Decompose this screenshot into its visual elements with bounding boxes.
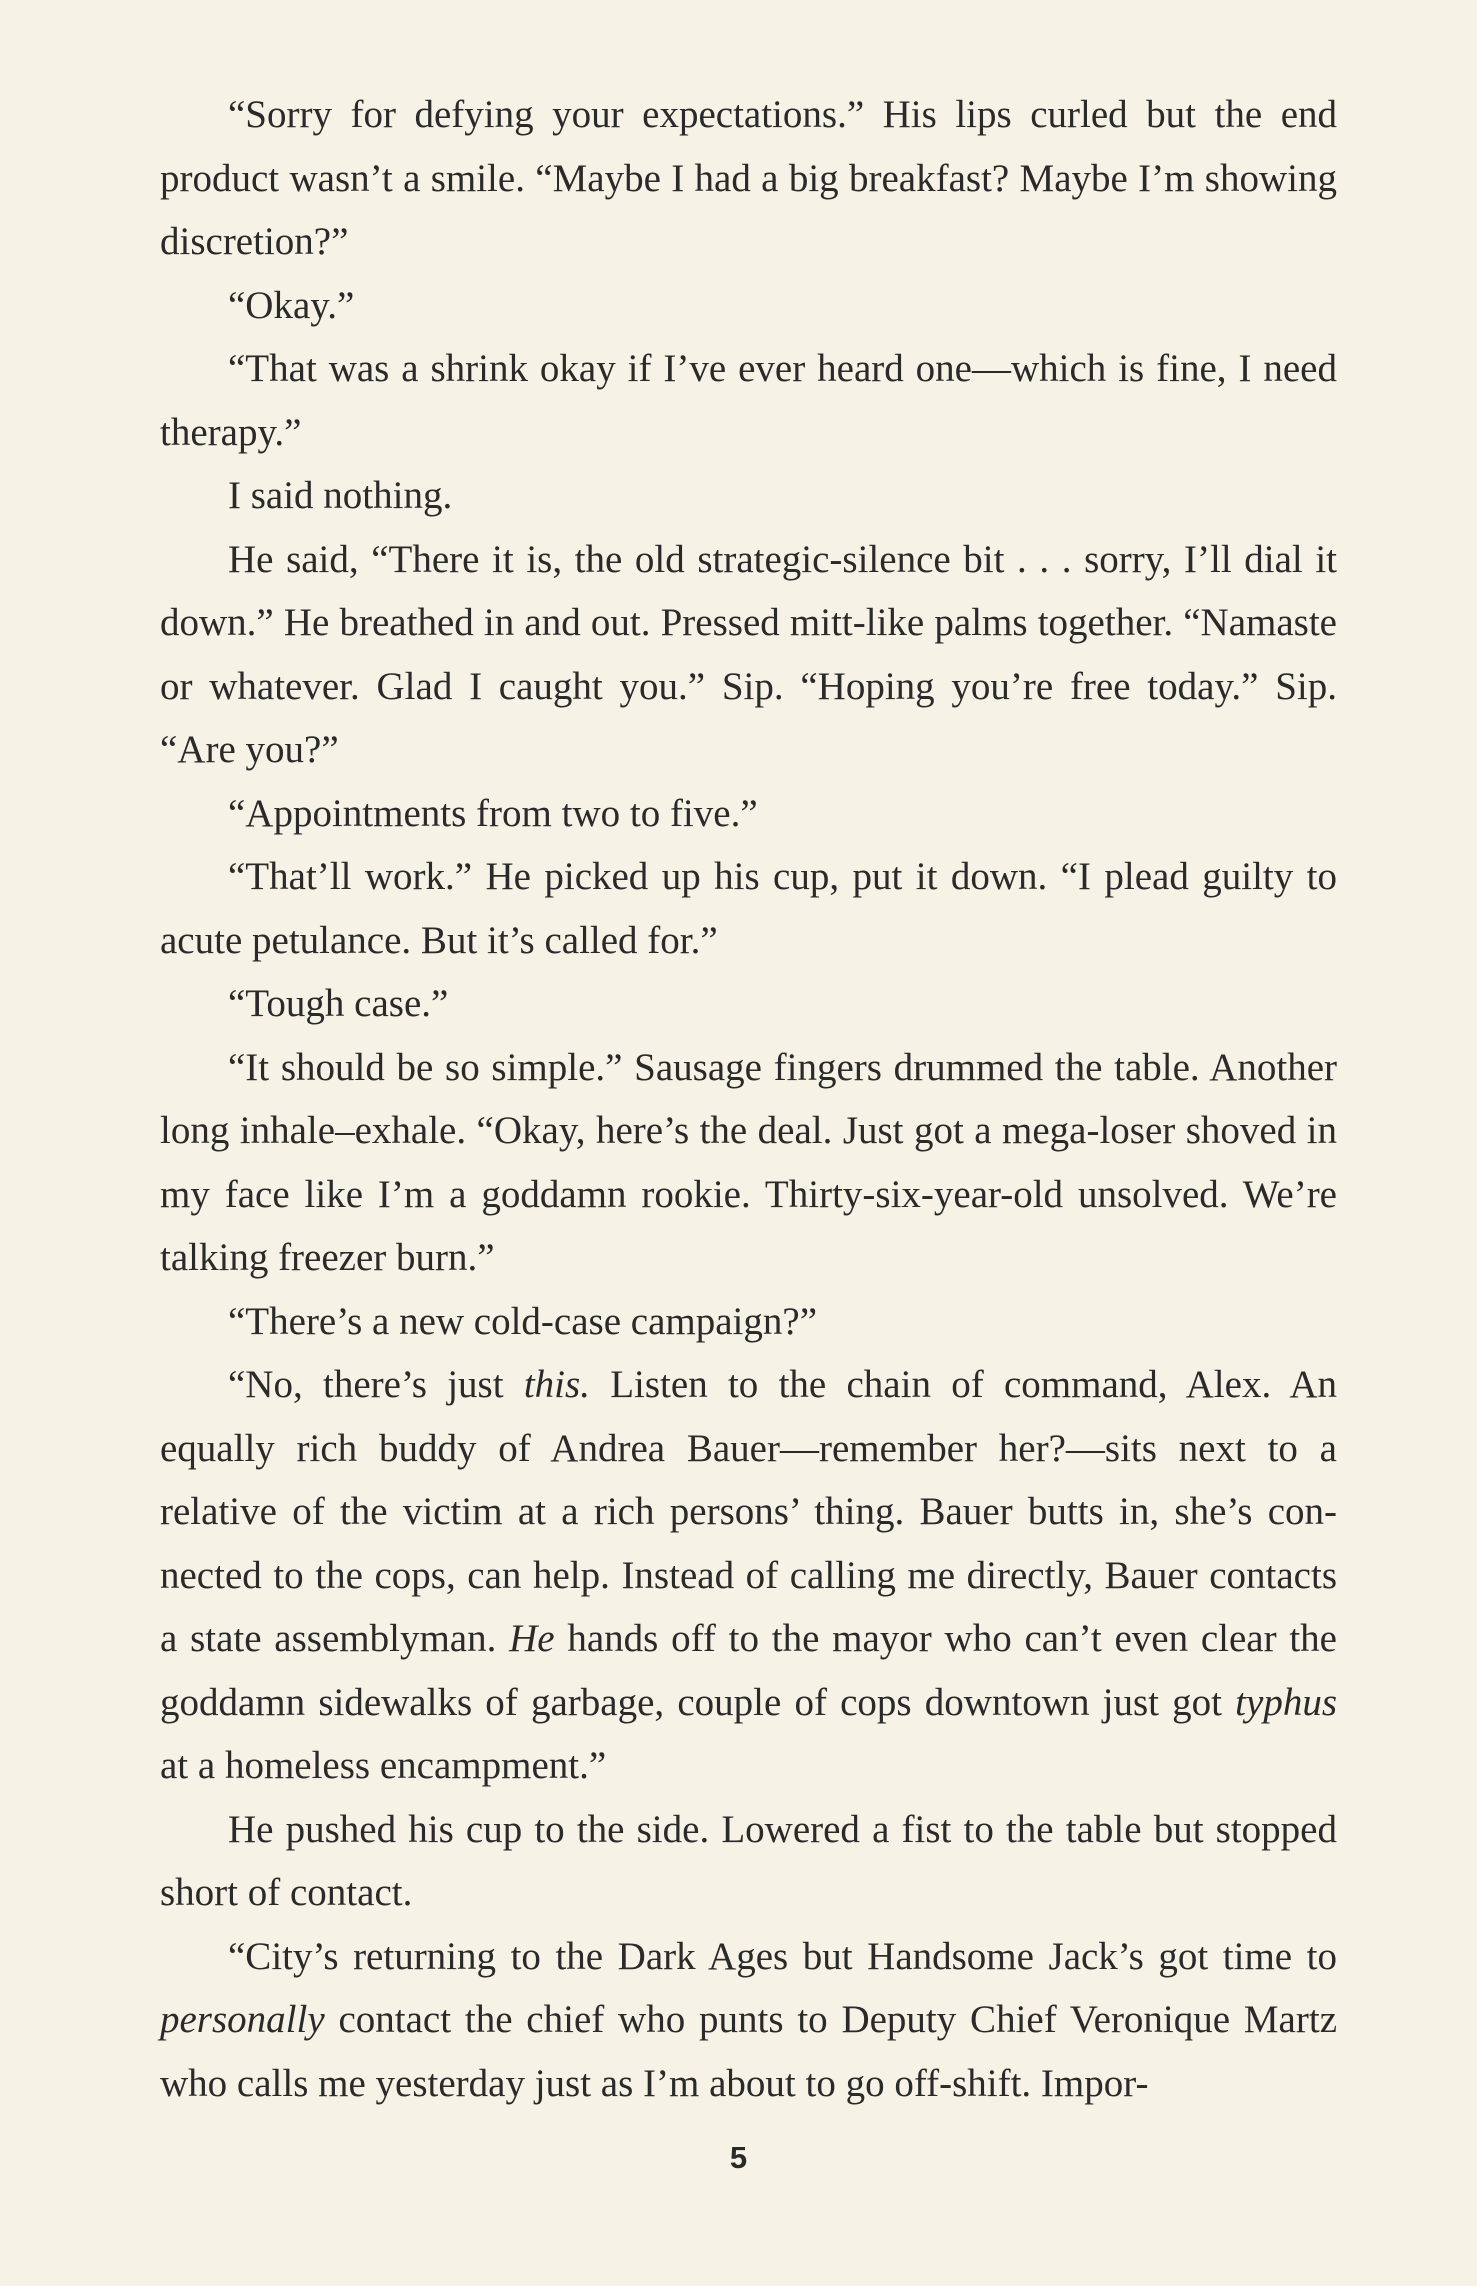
text-run: contact the chief who punts to Deputy Chief Veronique Martz who calls me yesterday just as I’m about to go off-shift. Impor-: [160, 1998, 1337, 2105]
page-number: 5: [729, 2140, 748, 2175]
italic-text: typhus: [1235, 1680, 1337, 1724]
paragraph: [160, 274, 1337, 338]
paragraph: [160, 83, 1337, 274]
paragraph: [160, 337, 1337, 464]
text-run: He said, “There it is, the old strategic-silence bit . . . sorry, I’ll dial it down.” He breathed in and out. Pressed mitt-like palms together. “Namaste or whatever. Glad I caught you.” Sip. “Hoping you’re free today.” Sip. “Are you?”: [160, 537, 1337, 771]
body-text: [160, 83, 1337, 2115]
text-run: He pushed his cup to the side. Lowered a fist to the table but stopped short of contact.: [160, 1807, 1337, 1914]
text-run: “Sorry for defying your expectations.” His lips curled but the end product wasn’t a smile. “Maybe I had a big breakfast? Maybe I’m showing discretion?”: [160, 93, 1337, 263]
text-run: at a homeless encampment.”: [160, 1744, 607, 1787]
text-run: “That was a shrink okay if I’ve ever heard one—which is fine, I need therapy.”: [160, 347, 1337, 454]
paragraph: [160, 1798, 1337, 1925]
text-run: hands off to the mayor who can’t even clear the goddamn sidewalks of garbage, couple of cops downtown just got: [160, 1617, 1337, 1724]
text-run: “It should be so simple.” Sausage fingers drummed the table. Another long inhale–exhale. “Okay, here’s the deal. Just got a mega-loser shoved in my face like I’m a goddamn rookie. Thirty-six-year-old unsolved. We’re talking freezer burn.”: [160, 1045, 1337, 1279]
text-run: “Okay.”: [228, 283, 355, 327]
italic-text: He: [509, 1617, 555, 1660]
text-run: “Tough case.”: [228, 982, 449, 1025]
paragraph: [160, 845, 1337, 972]
paragraph: [160, 1036, 1337, 1290]
text-run: “That’ll work.” He picked up his cup, put it down. “I plead guilty to acute petulance. But it’s called for.”: [160, 855, 1337, 962]
text-run: “City’s returning to the Dark Ages but Handsome Jack’s got time to: [228, 1934, 1337, 1978]
text-run: “No, there’s just: [228, 1363, 524, 1406]
paragraph: [160, 1353, 1337, 1798]
text-run: I said nothing.: [228, 474, 453, 517]
paragraph: [160, 1290, 1337, 1354]
paragraph: [160, 972, 1337, 1036]
text-run: “Appointments from two to five.”: [228, 791, 758, 835]
italic-text: personally: [160, 1998, 325, 2041]
text-run: Listen to the chain of command, Alex. An equally rich buddy of Andrea Bauer—remember her?—sits next to a relative of the victim at a rich persons’ thing. Bauer butts in, she’s connected to the cops, can help. Instead of calling me directly, Bauer contacts a state assemblyman.: [160, 1363, 1337, 1660]
italic-text: this.: [523, 1363, 590, 1406]
paragraph: [160, 528, 1337, 782]
paragraph: [160, 1925, 1337, 2116]
text-run: “There’s a new cold-case campaign?”: [228, 1299, 817, 1343]
paragraph: [160, 782, 1337, 846]
paragraph: [160, 464, 1337, 528]
